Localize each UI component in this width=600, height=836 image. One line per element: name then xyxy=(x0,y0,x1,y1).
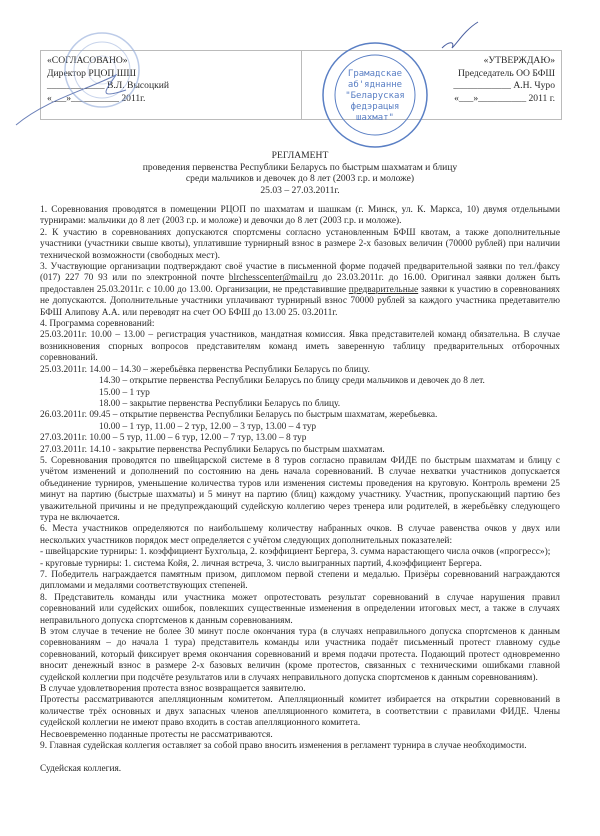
signature-line: Судейская коллегия. xyxy=(40,763,122,774)
approved-label: «УТВЕРЖДАЮ» xyxy=(483,55,555,66)
title-heading: РЕГЛАМЕНТ xyxy=(271,150,329,161)
signature-right xyxy=(440,20,480,50)
paragraph-1: 1. Соревнования проводятся в помещении РЦОП по шахматам и шашкам (г. Минск, ул. К. Маркса, 10) двумя отдельными турнирами: мальчики до 8 лет (2003 г.р. и моложе) и девочки до 8 лет (2003 г.р. и моложе). xyxy=(40,205,560,227)
paragraph-5: 5. Соревнования проводятся по швейцарской системе в 8 туров согласно правилам ФИДЕ по быстрым шахматам и блицу с учётом изменений и дополнений по состоянию на день начала соревнований. В случае нехватки участников допускается объединение турниров, уменьшение количества туров или изменения системы проведения на круговую. Контроль времени 25 минут на партию (быстрые шахматы) и 5 минут на партию (блиц) каждому участнику. Участник, пропускающий партию без уважительной причины и не предупреждающий судейскую коллегию через тренера или родителей, в жеребьёвку следующего тура не включается. xyxy=(40,455,560,523)
text: до 23.03.2011г. до 16.00. Оригинал заявки должен быть предоставлен 25.03.2011г. с 10.00 до 13.00. Организации, не представившие xyxy=(40,273,560,295)
schedule-item: 14.30 – открытие первенства Республики Беларусь по блицу среди мальчиков и девочек до 8 лет. xyxy=(99,376,485,387)
approver-name: ____________ А.Н. Чуро xyxy=(453,80,555,92)
title-dates: 25.03 – 27.03.2011г. xyxy=(260,184,340,196)
paragraph-3 xyxy=(40,262,560,319)
spacer xyxy=(40,753,560,764)
paragraph-4: 4. Программа соревнований: xyxy=(40,319,155,330)
paragraph-8: 8. Представитель команды или участника может опротестовать результат соревнований в случае нарушения правил соревнований или судейских ошибок, повлекших существенные изменения в определении итоговых мест, а также в случаях неправильного допуска спортсменов к данным соревнованиям. xyxy=(40,592,560,626)
stamp-text: федэрацыя xyxy=(350,102,400,112)
title-line1: проведения первенства Республики Беларусь по быстрым шахматам и блицу xyxy=(142,161,458,173)
paragraph-8e: Несвоевременно поданные протесты не рассматриваются. xyxy=(40,729,273,740)
document-body xyxy=(40,205,560,775)
paragraph-2: 2. К участию в соревнованиях допускаются спортсмены согласно установленным БФШ квотам, а также дополнительные участники (участники свыше квоты), уплатившие турнирный взнос в размере 2-х базовых величин (70000 рублей) при наличии технической возможности (свободных мест). xyxy=(40,227,560,261)
email-link[interactable]: blrchesscenter@mail.ru xyxy=(228,273,318,284)
title-line2: среди мальчиков и девочек до 8 лет (2003 г.р. и моложе) xyxy=(185,173,415,185)
approver-position: Директор РЦОП ШШ xyxy=(47,67,137,79)
paragraph-9: 9. Главная судейская коллегия оставляет за собой право вносить изменения в регламент турнира в случае необходимости. xyxy=(40,741,527,752)
seal-stamp-right xyxy=(320,40,430,150)
schedule-item: 27.03.2011г. 10.00 – 5 тур, 11.00 – 6 тур, 12.00 – 7 тур, 13.00 – 8 тур xyxy=(40,433,307,444)
approver-position: Председатель ОО БФШ xyxy=(457,67,555,79)
approval-date: «___»__________ 2011 г. xyxy=(454,92,555,104)
schedule-item: 27.03.2011г. 14.10 - закрытие первенства Республики Беларусь по быстрым шахматам. xyxy=(40,444,385,455)
document-title xyxy=(0,150,600,196)
paragraph-6a: - швейцарские турниры: 1. коэффициент Бухгольца, 2. коэффициент Бергера, 3. сумма нарастающего числа очков («прогресс»); xyxy=(40,547,551,558)
paragraph-7: 7. Победитель награждается памятным призом, дипломом первой степени и медалью. Призёры соревнований награждаются дипломами и медалями соответствующих степеней. xyxy=(40,570,560,592)
schedule-item: 26.03.2011г. 09.45 – открытие первенства Республики Беларусь по быстрым шахматам, жеребьевка. xyxy=(40,410,438,421)
signature-left xyxy=(6,60,156,130)
paragraph-6: 6. Места участников определяются по наибольшему количеству набранных очков. В случае равенства очков у двух или нескольких участников порядок мест определяется с учётом следующих дополнительных показателей: xyxy=(40,524,560,546)
schedule-item: 10.00 – 1 тур, 11.00 – 2 тур, 12.00 – 3 тур, 13.00 – 4 тур xyxy=(99,421,317,432)
approver-name: ____________ В.Л. Высоцкий xyxy=(47,80,170,92)
stamp-text: Грамадскае xyxy=(347,69,403,79)
underlined-word: предварительные xyxy=(348,284,419,295)
stamp-text: шахмат" xyxy=(356,113,394,123)
paragraph-8d: Протесты рассматриваются апелляционным комитетом. Апелляционный комитет избирается на открытии соревнований в количестве трёх основных и двух запасных членов апелляционного комитета, в соответствии с правилами ФИДЕ. Члены судейской коллегии не имеют право входить в состав апелляционного комитета. xyxy=(40,695,560,729)
paragraph-6b: - круговые турниры: 1. система Койя, 2. личная встреча, 3. число выигранных партий, 4.коэффициент Бергера. xyxy=(40,558,482,569)
schedule-item: 25.03.2011г. 14.00 – 14.30 – жеребьёвка первенства Республики Беларусь по блицу. xyxy=(40,364,370,375)
approved-label: «СОГЛАСОВАНО» xyxy=(47,55,128,66)
approval-date: «___»__________ 2011г. xyxy=(47,92,146,104)
schedule-item: 18.00 – закрытие первенства Республики Беларусь по блицу. xyxy=(99,398,341,409)
schedule-item: 15.00 – 1 тур xyxy=(99,387,150,398)
stamp-text: "Беларуская xyxy=(345,91,405,101)
schedule-item: 25.03.2011г. 10.00 – 13.00 – регистрация участников, мандатная комиссия. Явка представителей команд обязательна. В случае возникновения спорных вопросов представителям команд иметь заверенную таблицу предварительных отборочных соревнований. xyxy=(40,330,560,364)
text: заявки к участию в соревнованиях не допускаются. Дополнительные участники уплачивают турнирный взнос 70000 рублей за каждого участника предетавителю БФШ Алипову А.А. или переводят на счет ОО БФШ до 13.00 25. 03.2011г. xyxy=(40,284,560,318)
text: 3. Участвующие организации подтверждают своё участие в письменной форме подачей предварительной заявки по тел./факсу (017) 227 70 93 или по электронной почте xyxy=(40,262,560,284)
paragraph-8b: В этом случае в течение не более 30 минут после окончания тура (в случаях неправильного допуска спортсменов к данным соревнованиям – до начала 1 тура) представитель команды или участника подаёт письменный протест главному судье соревнований, который фиксирует время окончания соревнований и время подачи протеста. Подающий протест одновременно вносит денежный взнос в размере 2-х базовых величин (кроме протестов, связанных с техническими ошибками главной судейской коллегии при подсчёте результатов или в случаях неправильного допуска спортсменов к данным соревнованиям). xyxy=(40,627,560,683)
paragraph-8c: В случае удовлетворения протеста взнос возвращается заявителю. xyxy=(40,684,306,695)
stamp-text: аб'яднанне xyxy=(347,80,403,90)
